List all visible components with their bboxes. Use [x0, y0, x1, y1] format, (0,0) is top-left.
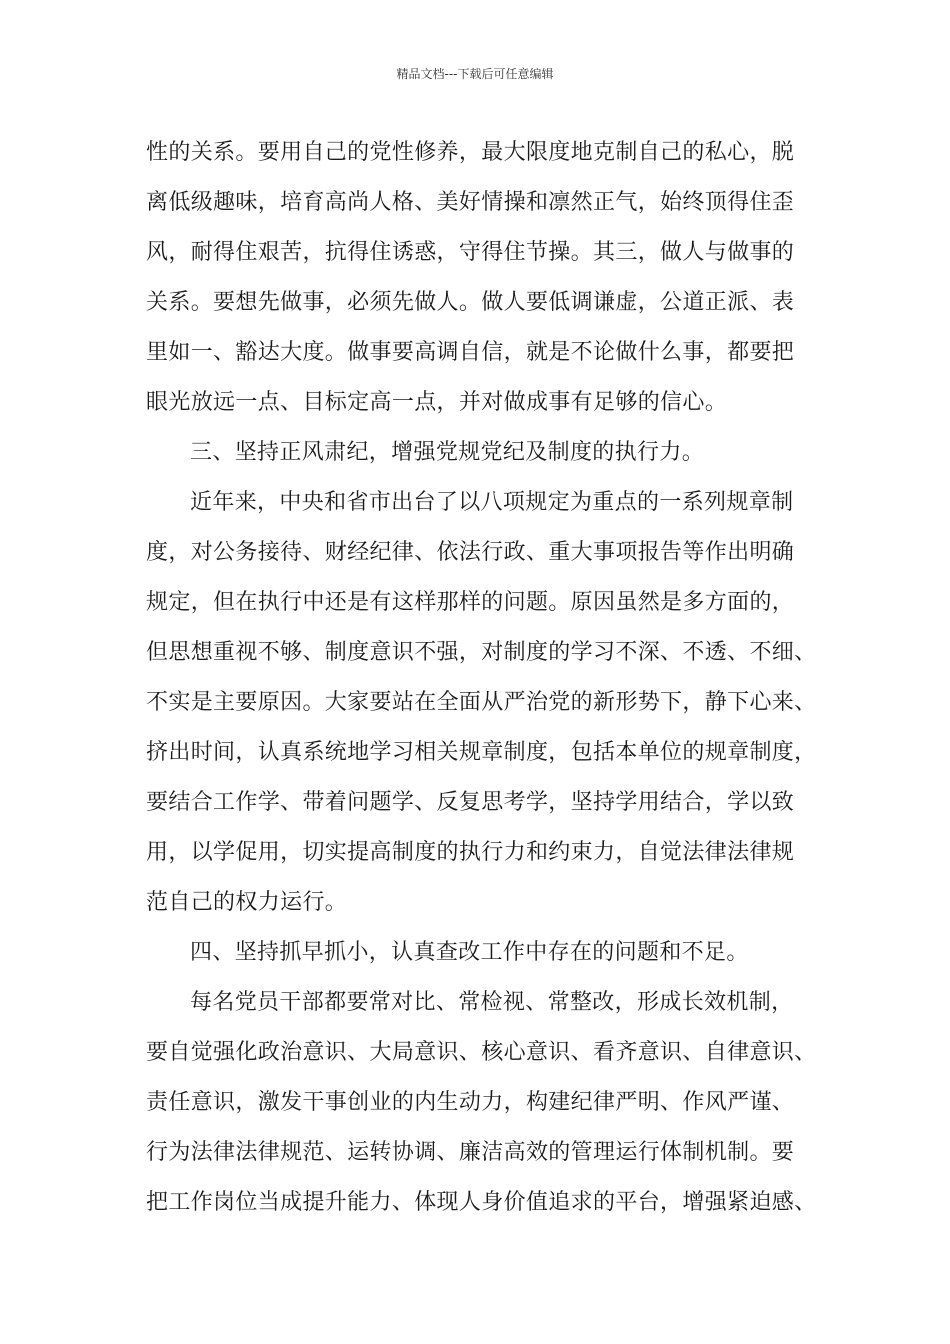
- text-line: 范自己的权力运行。: [146, 890, 348, 915]
- text-line: 关系。要想先做事，必须先做人。做人要低调谦虚，公道正派、表: [146, 290, 795, 315]
- text-line: 度，对公务接待、财经纪律、依法行政、重大事项报告等作出明确: [146, 540, 795, 565]
- text-line: 用，以学促用，切实提高制度的执行力和约束力，自觉法律法律规: [146, 840, 795, 865]
- text-line: 离低级趣味，培育高尚人格、美好情操和凛然正气，始终顶得住歪: [146, 190, 795, 215]
- text-line: 里如一、豁达大度。做事要高调自信，就是不论做什么事，都要把: [146, 340, 795, 365]
- text-line: 挤出时间，认真系统地学习相关规章制度，包括本单位的规章制度，: [146, 740, 817, 765]
- text-line: 责任意识，激发干事创业的内生动力，构建纪律严明、作风严谨、: [146, 1090, 795, 1115]
- text-line: 把工作岗位当成提升能力、体现人身价值追求的平台，增强紧迫感、: [146, 1190, 817, 1215]
- text-line: 规定，但在执行中还是有这样那样的问题。原因虽然是多方面的，: [146, 590, 795, 615]
- text-line: 眼光放远一点、目标定高一点，并对做成事有足够的信心。: [146, 390, 728, 415]
- page-header: 精品文档---下载后可任意编辑: [396, 67, 554, 81]
- text-line: 但思想重视不够、制度意识不强，对制度的学习不深、不透、不细、: [146, 640, 817, 665]
- text-line: 性的关系。要用自己的党性修养，最大限度地克制自己的私心，脱: [146, 140, 795, 165]
- text-line: 行为法律法律规范、运转协调、廉洁高效的管理运行体制机制。要: [146, 1140, 795, 1165]
- text-line: 要自觉强化政治意识、大局意识、核心意识、看齐意识、自律意识、: [146, 1040, 817, 1065]
- section-heading: 三、坚持正风肃纪，增强党规党纪及制度的执行力。: [190, 440, 705, 465]
- text-line: 要结合工作学、带着问题学、反复思考学，坚持学用结合，学以致: [146, 790, 795, 815]
- paragraph-start: 每名党员干部都要常对比、常检视、常整改，形成长效机制，: [190, 990, 794, 1015]
- section-heading: 四、坚持抓早抓小，认真查改工作中存在的问题和不足。: [190, 940, 749, 965]
- text-line: 风，耐得住艰苦，抗得住诱惑，守得住节操。其三，做人与做事的: [146, 240, 795, 265]
- text-line: 不实是主要原因。大家要站在全面从严治党的新形势下，静下心来、: [146, 690, 817, 715]
- paragraph-start: 近年来，中央和省市出台了以八项规定为重点的一系列规章制: [190, 490, 794, 515]
